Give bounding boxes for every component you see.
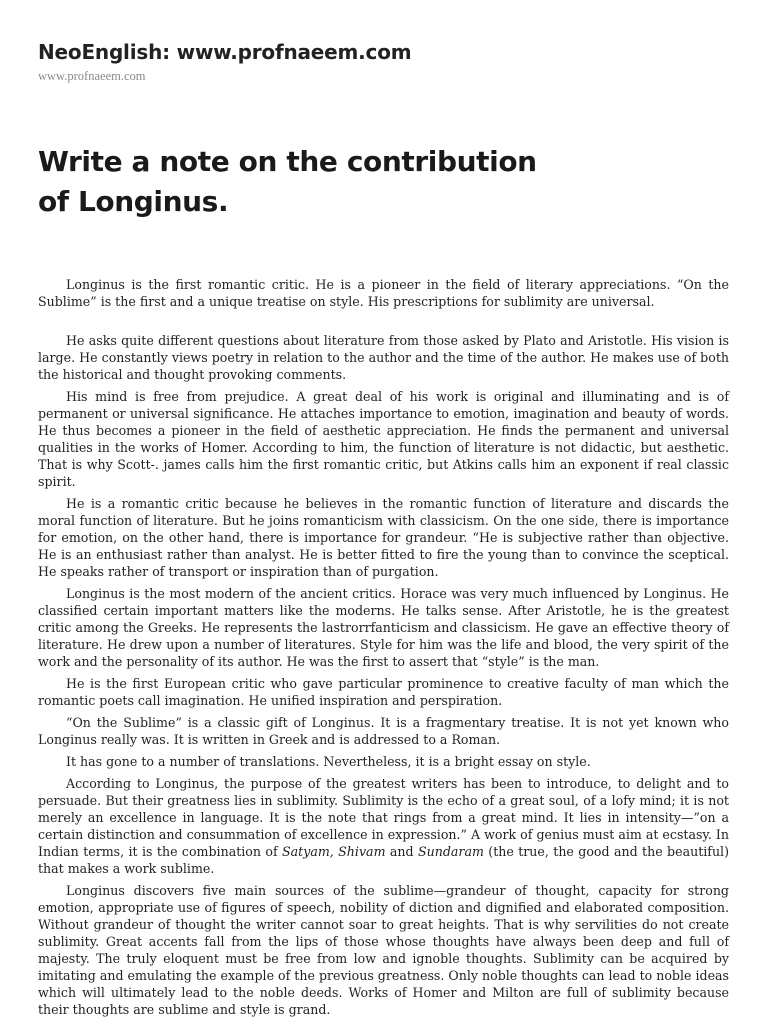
paragraph: Longinus discovers five main sources of the sublime—grandeur of thought, capacity for strong emotion, appropriate use of figures of speech, nobility of diction and dignified and elaborated composition. Without grandeur of thought the writer cannot soar to great heights. That is why servilities do not create sublimity. Great accents fall from the lips of those whose thoughts have always been deep and full of majesty. The truly eloquent must be free from low and ignoble thoughts. Sublimity can be acquired by imitating and emulating the example of the previous greatness. Only noble thoughts can lead to noble ideas which will ultimately lead to the noble deeds. Works of Homer and Milton are full of sublimity because their thoughts are sublime and style is grand.: [38, 883, 729, 1017]
italic-term: Satyam, Shivam: [282, 844, 386, 859]
paragraph: “On the Sublime” is a classic gift of Longinus. It is a fragmentary treatise. It is not yet known who Longinus really was. It is written in Greek and is addressed to a Roman.: [38, 715, 729, 747]
paragraph-text: According to Longinus, the purpose of the greatest writers has been to introduce, to delight and to persuade. But their greatness lies in sublimity. Sublimity is the echo of a great soul, of a lofy mind; it is not merely an excellence in language. It is the note that rings from a great mind. It lies in intensity—”on a certain distinction and consummation of excellence in expression.” A work of genius must aim at ecstasy. In Indian terms, it is the combination of: [38, 776, 729, 859]
paragraph: His mind is free from prejudice. A great deal of his work is original and illuminating and is of permanent or universal significance. He attaches importance to emotion, imagination and beauty of words. He thus becomes a pioneer in the field of aesthetic appreciation. He finds the permanent and universal qualities in the works of Homer. According to him, the function of literature is not didactic, but aesthetic. That is why Scott-. james calls him the first romantic critic, but Atkins calls him an exponent if real classic spirit.: [38, 389, 729, 489]
paragraph: Longinus is the most modern of the ancient critics. Horace was very much influenced by Longinus. He classified certain important matters like the moderns. He talks sense. After Aristotle, he is the greatest critic among the Greeks. He represents the lastrorrfanticism and classicism. He gave an effective theory of literature. He drew upon a number of literatures. Style for him was the life and blood, the very spirit of the work and the personality of its author. He was the first to assert that “style” is the man.: [38, 586, 729, 669]
italic-term: Sundaram: [418, 844, 484, 859]
paragraph: He is the first European critic who gave particular prominence to creative faculty of man which the romantic poets call imagination. He unified inspiration and perspiration.: [38, 676, 729, 708]
paragraph-intro: Longinus is the first romantic critic. He is a pioneer in the field of literary appreciations. “On the Sublime” is the first and a unique treatise on style. His prescriptions for sublimity are universal.: [38, 277, 729, 309]
paragraph: It has gone to a number of translations. Nevertheless, it is a bright essay on style.: [66, 754, 591, 769]
site-url[interactable]: www.profnaeem.com: [38, 69, 146, 83]
paragraph-text: and: [385, 844, 418, 859]
site-title: NeoEnglish: www.profnaeem.com: [38, 40, 412, 64]
site-header: [38, 38, 411, 84]
document-title-line-1: Write a note on the contribution: [38, 145, 537, 178]
paragraph-with-italics: [38, 775, 729, 877]
document-body: [38, 276, 729, 1023]
document-title: [38, 142, 638, 222]
document-title-line-2: of Longinus.: [38, 185, 229, 218]
paragraph-text: (the true, the good and the beautiful) that makes a work sublime.: [38, 844, 729, 876]
paragraph: He asks quite different questions about literature from those asked by Plato and Aristotle. His vision is large. He constantly views poetry in relation to the author and the time of the author. He makes use of both the historical and thought provoking comments.: [38, 333, 729, 382]
paragraph: He is a romantic critic because he believes in the romantic function of literature and discards the moral function of literature. But he joins romanticism with classicism. On the one side, there is importance for emotion, on the other hand, there is importance for grandeur. “He is subjective rather than objective. He is an enthusiast rather than analyst. He is better fitted to fire the young than to convince the sceptical. He speaks rather of transport or inspiration than of purgation.: [38, 496, 729, 579]
